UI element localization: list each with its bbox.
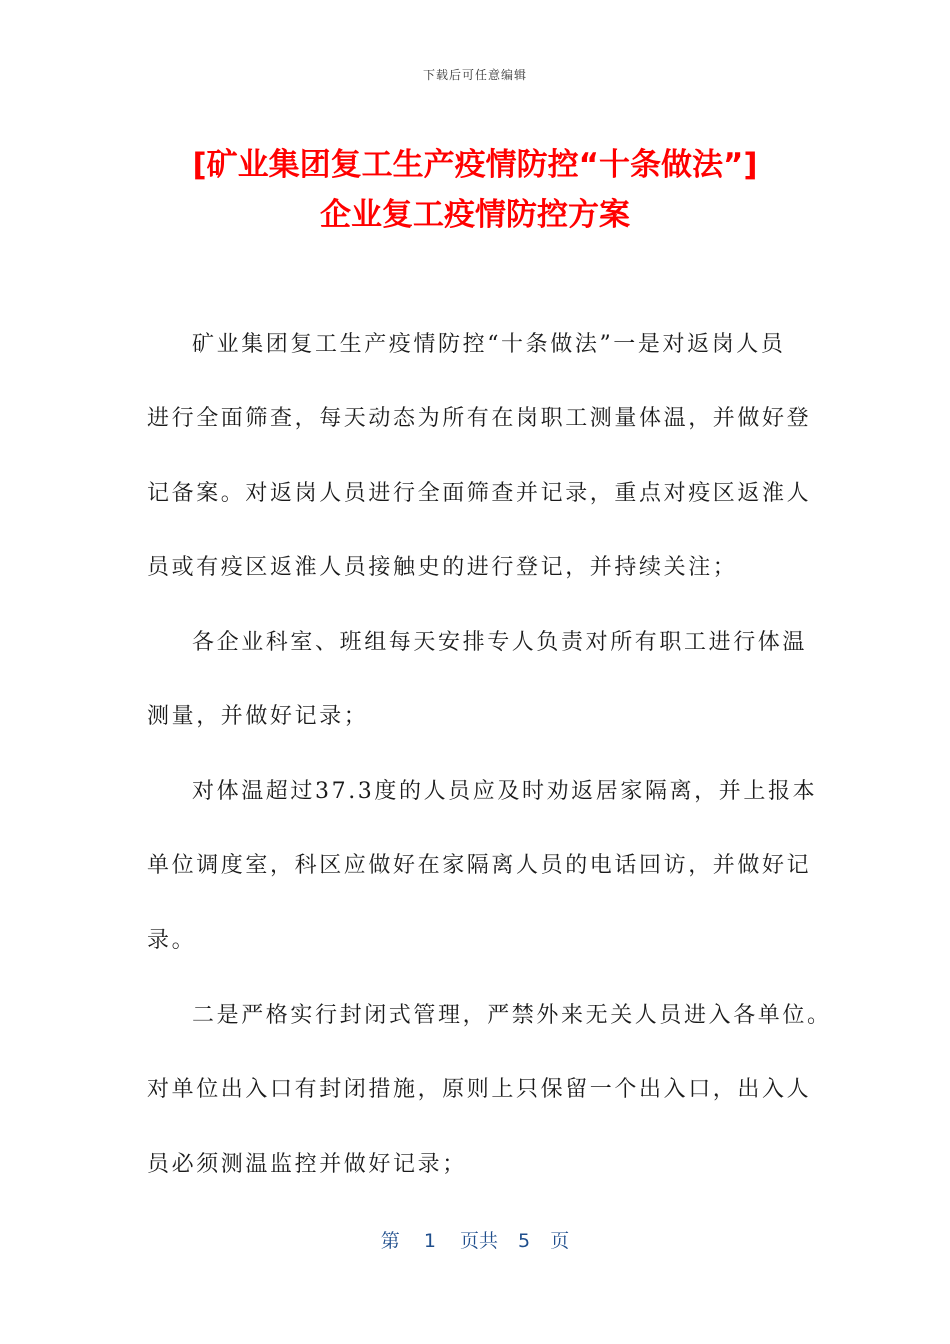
footer-suffix: 页 (550, 1230, 570, 1252)
paragraph-line: 录。 (147, 928, 197, 953)
paragraph-line: 矿业集团复工生产疫情防控“十条做法”一是对返岗人员 (192, 332, 786, 357)
title-line-2: 企业复工疫情防控方案 (320, 197, 630, 233)
paragraph-line: 对单位出入口有封闭措施，原则上只保留一个出入口，出入人 (147, 1077, 812, 1102)
paragraph-line: 员或有疫区返淮人员接触史的进行登记，并持续关注； (147, 555, 738, 580)
paragraph-line: 记备案。对返岗人员进行全面筛查并记录，重点对疫区返淮人 (147, 481, 812, 506)
paragraph-line: 员必须测温监控并做好记录； (147, 1152, 467, 1177)
paragraph-line: 二是严格实行封闭式管理，严禁外来无关人员进入各单位。 (192, 1003, 832, 1028)
page-footer (0, 1226, 950, 1253)
footer-middle: 页共 (459, 1230, 498, 1252)
paragraph-line: 进行全面筛查，每天动态为所有在岗职工测量体温，并做好登 (147, 406, 812, 431)
document-title (60, 140, 890, 240)
paragraph-line: 对体温超过37.3度的人员应及时劝返居家隔离，并上报本 (192, 779, 818, 804)
title-line-1: [矿业集团复工生产疫情防控“十条做法”] (192, 147, 758, 183)
paragraph-line: 单位调度室，科区应做好在家隔离人员的电话回访，并做好记 (147, 853, 812, 878)
current-page-number: 1 (423, 1230, 436, 1252)
footer-prefix: 第 (380, 1230, 400, 1252)
total-pages-number: 5 (518, 1230, 531, 1252)
paragraph-line: 测量，并做好记录； (147, 704, 369, 729)
header-note: 下载后可任意编辑 (422, 68, 527, 82)
paragraph-line: 各企业科室、班组每天安排专人负责对所有职工进行体温 (192, 630, 808, 655)
